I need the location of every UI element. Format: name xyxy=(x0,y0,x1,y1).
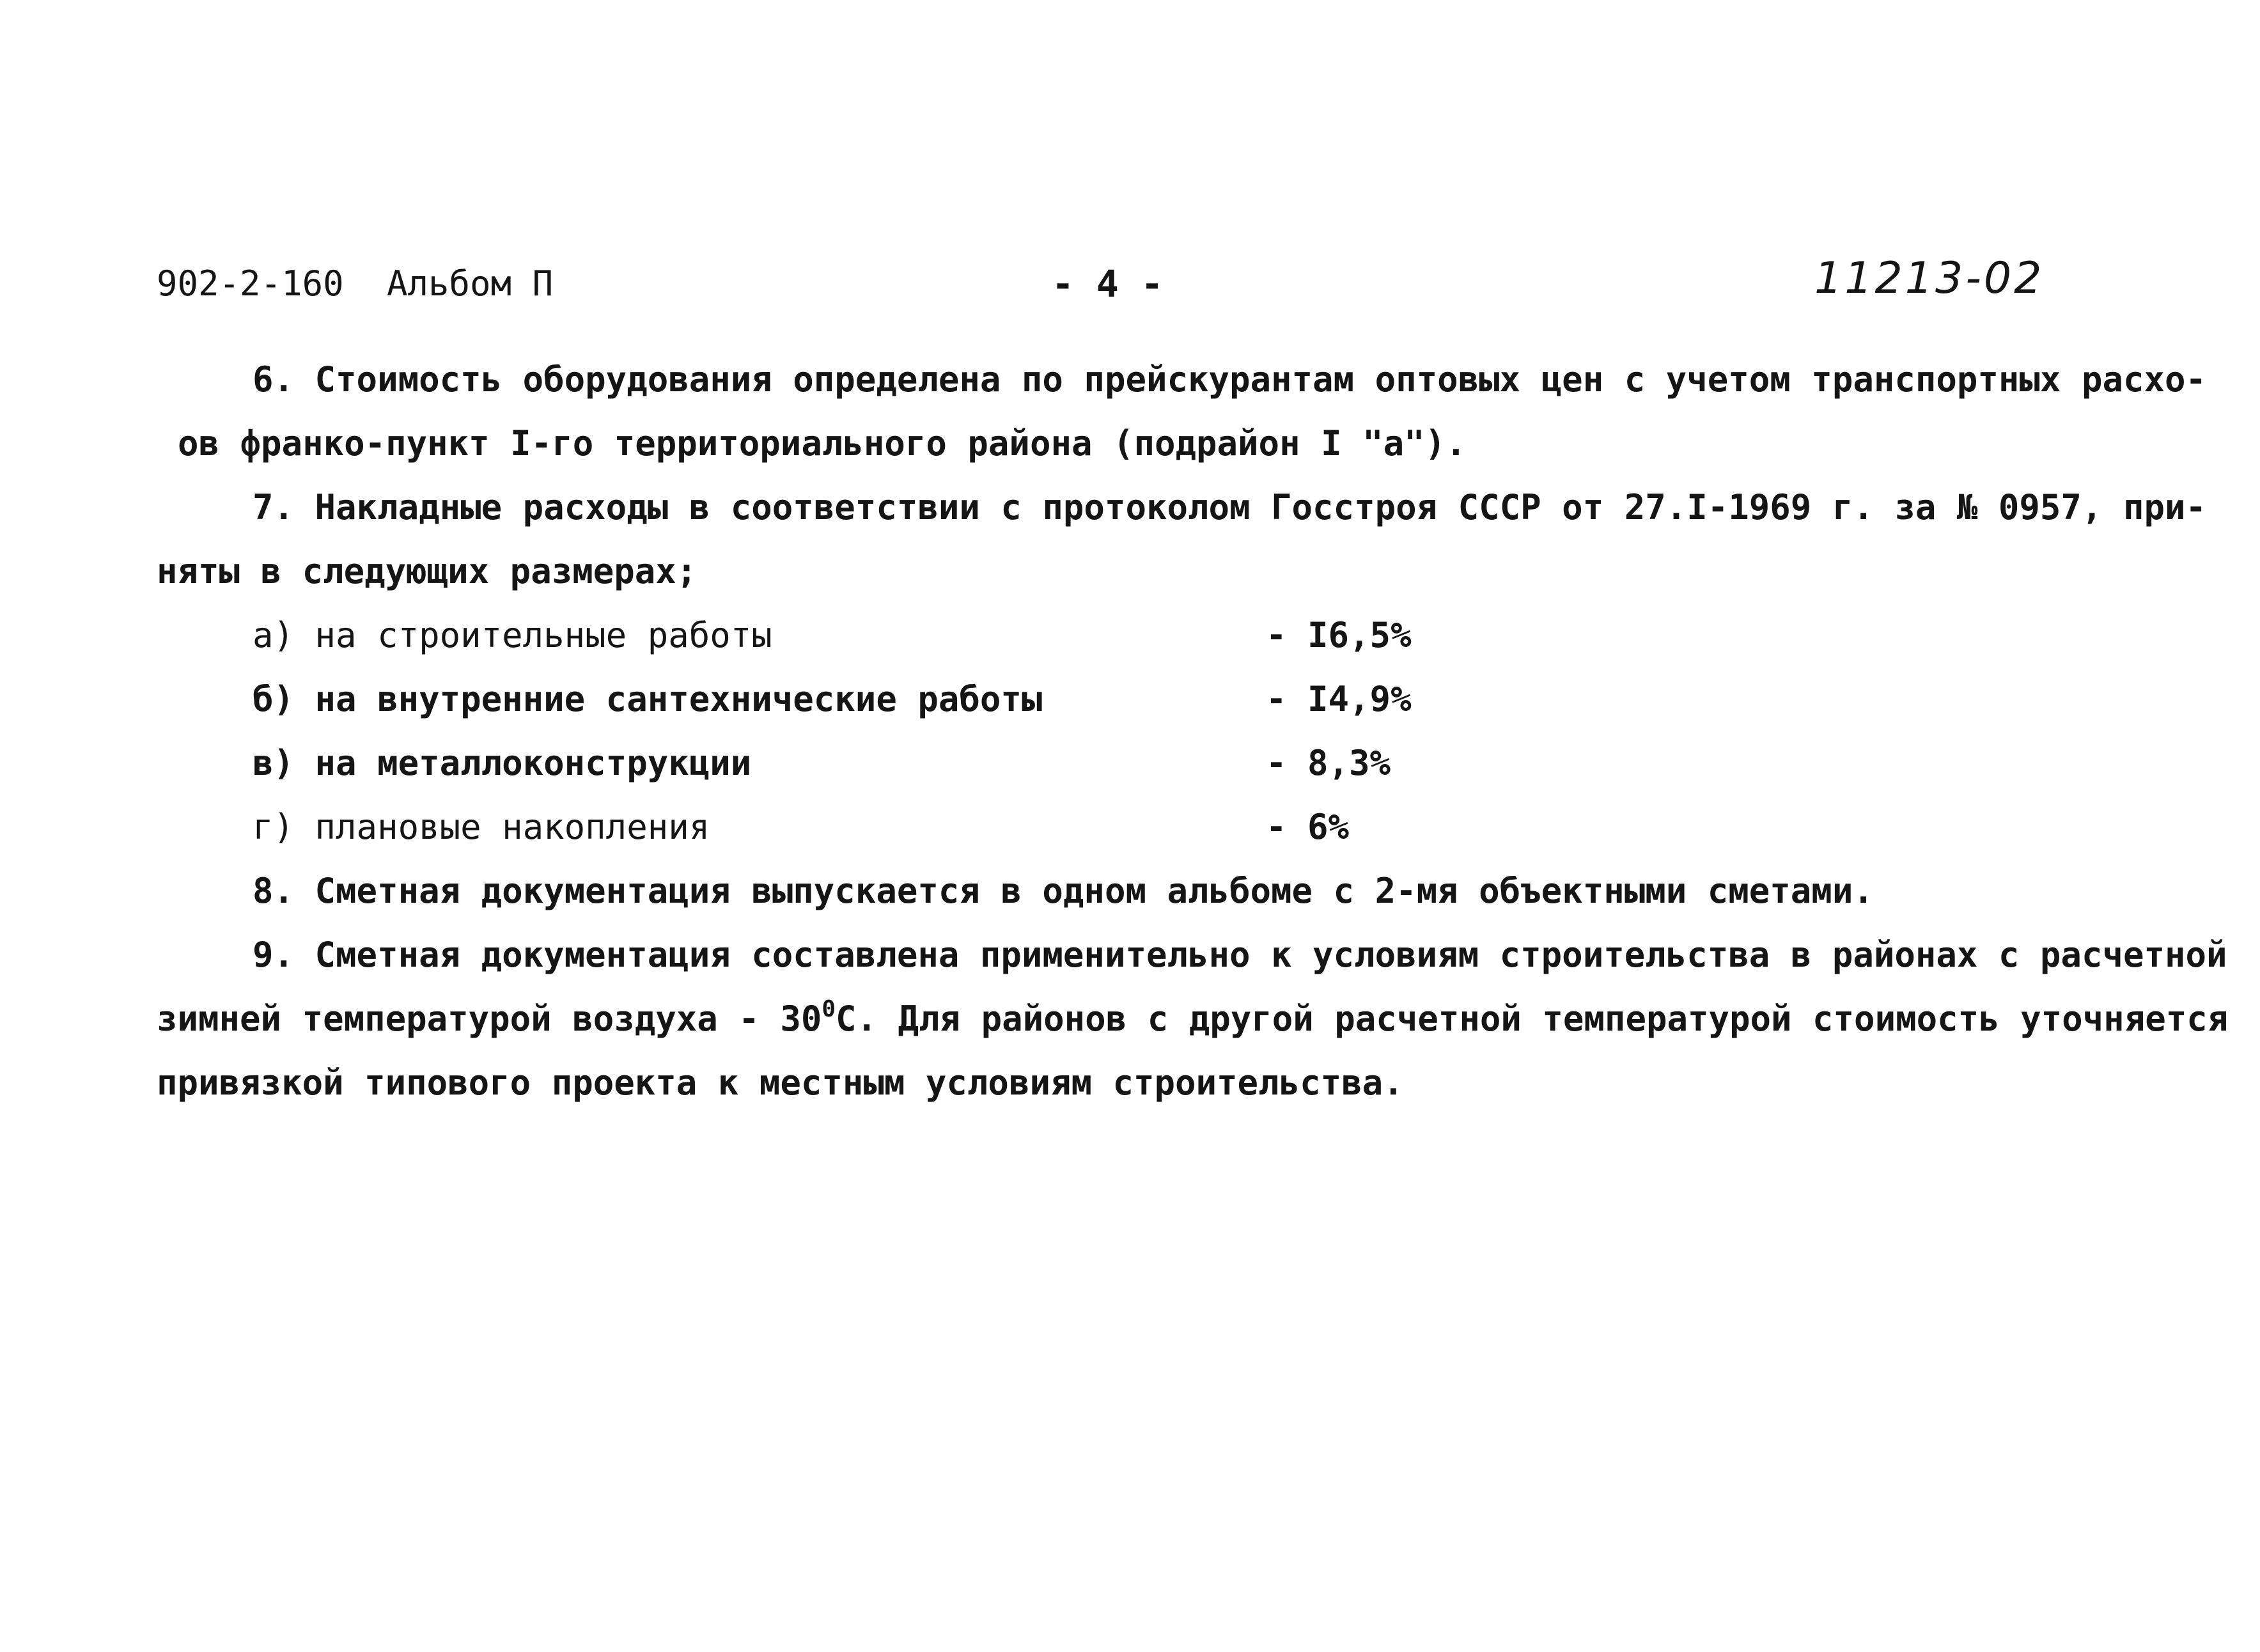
rate-value-construction: - I6,5% xyxy=(1266,615,1412,655)
rate-value-planned-savings: - 6% xyxy=(1266,807,1350,847)
paragraph-9-line-2-start: зимней температурой воздуха - 30 xyxy=(157,999,822,1039)
paragraph-9-line-1: 9. Сметная документация составлена применительно к условиям строительства в районах с расчетной xyxy=(253,935,2227,975)
degree-superscript: 0 xyxy=(822,996,836,1022)
rate-value-sanitary: - I4,9% xyxy=(1266,679,1412,719)
project-code: 902-2-160 xyxy=(157,263,344,304)
paragraph-7-line-2: няты в следующих размерах; xyxy=(157,551,697,591)
paragraph-9-line-3: привязкой типового проекта к местным условиям строительства. xyxy=(157,1063,1404,1103)
paragraph-9-line-2 xyxy=(157,996,2229,1040)
document-stamp: 11213-02 xyxy=(1814,253,2045,304)
page-number: - 4 - xyxy=(1052,262,1164,306)
rate-label-metal: в) на металлоконструкции xyxy=(253,743,752,783)
rate-value-metal: - 8,3% xyxy=(1266,743,1391,783)
paragraph-7-line-1: 7. Накладные расходы в соответствии с протоколом Госстроя СССР от 27.I-1969 г. за № 0957, при- xyxy=(253,487,2207,527)
paragraph-6-line-2: ов франко-пункт I-го территориального района (подрайон I "а"). xyxy=(178,423,1467,464)
album-label: Альбом П xyxy=(387,263,554,304)
paragraph-6-line-1: 6. Стоимость оборудования определена по прейскурантам оптовых цен с учетом транспортных расхо- xyxy=(253,359,2207,400)
rate-label-planned-savings: г) плановые накопления xyxy=(253,807,710,847)
rate-label-construction: а) на строительные работы xyxy=(253,615,772,655)
paragraph-8: 8. Сметная документация выпускается в одном альбоме с 2-мя объектными сметами. xyxy=(253,871,1874,911)
rate-label-sanitary: б) на внутренние сантехнические работы xyxy=(253,679,1043,719)
paragraph-9-line-2-end: С. Для районов с другой расчетной температурой стоимость уточняется xyxy=(836,999,2229,1039)
